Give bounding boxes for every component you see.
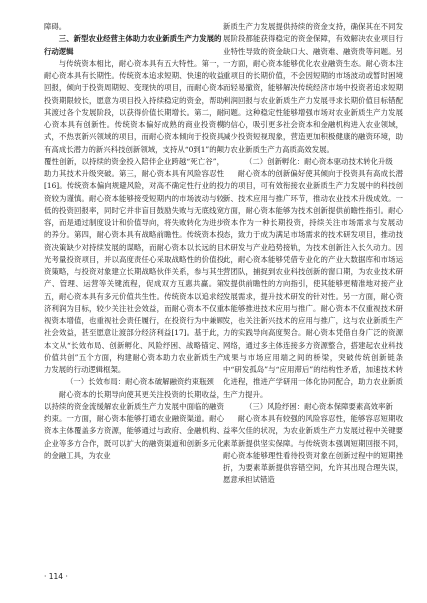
paragraph: 与传统资本相比，耐心资本具有五大特性。第一，耐心资本具有长期性。传统资本追求短期、快速的收益回报，倾向于投资周期短、变现快的项目，而耐心资本投资期限较长，愿意为项目投入持续稳定的资金，帮助其渡过各个发展阶段，以获得价值长期增长。第二，耐心资本具有创新性。传统资本偏好成熟的商业投资模式，不热衷新兴领域的项目，而耐心资本倾向于投资具有高成长潜力的新兴科技创新领域，支持从“0到1”的颠覆性创新，以持续的资金投入陪伴企业跨越“死亡谷”，助力其技术升级突破。第三，耐心资本具有风险容忍性[16]。传统资本偏向规避风险，对高不确定性行业的投资较为谨慎。耐心资本能够接受短期内的市场波动与较低的投资回报率，同时它并非盲目鼓励失败与无底线宽容，而是通过制度设计和价值导向，将失败转化为进步的养分。第四，耐心资本具有战略前瞻性。传统资本投资决策缺少对持续发展的谋略，而耐心资本以长远的目光考量投资项目，并以高度责任心采取战略性的价值投资策略，与投资对象建立长期战略伙伴关系，参与其生产、管理、运营等关键流程，促成双方互惠共赢。第五，耐心资本具有多元价值共生性。传统资本以追求经济利润为目标，较少关注社会效益，而耐心资本不仅重视资本增值，也重视社会责任履行，在投资行为中兼顾社会效益，甚至愿意让渡部分经济利益[17]。基于此，本文从“长效布局、创新孵化、风险纾困、战略锚定、价值共创”五个方面，构建耐心资本助力农业新质生产力发展的行动逻辑框架。 xyxy=(44,58,224,374)
page-number: · 114 · xyxy=(44,572,68,581)
left-column xyxy=(44,21,224,462)
paragraph: 障碍。 xyxy=(44,22,67,31)
paragraph: 耐心资本的长期导向使其更关注投资的长期收益，以持续的资金流缓解农业新质生产力发展中面临的融资约束。一方面，耐心资本能够打通农业融资渠道。耐心资本主体覆盖多方资源，能够通过与政府、金融机构、企业等多方合作，既可以扩大的融资渠道和创新多元化的金融工具，为农业 xyxy=(44,389,224,460)
subsection-heading: （二）创新孵化：耐心资本驱动技术转化升级 xyxy=(245,156,393,166)
paragraph: 耐心资本具有较强的风险容忍性，能够容忍短期收益率欠佳的状况，为农业新质生产力发展过程中关键要素革新提供坚实保障。与传统资本强调短期回报不同，耐心资本能够理性看待投资对象在创新过程中的短期挫折，为要素革新提供容错空间，允许其出现合理失误，愿意承担试错造 xyxy=(223,414,403,485)
section-heading: 三、新型农业经营主体助力农业新质生产力发展的行动逻辑 xyxy=(44,34,222,56)
paragraph: 新质生产力发展提供持续的资金支持，确保其在不同发展阶段都能获得稳定的资金保障，有效解决农业项目行业特性导致的资金缺口大、融资难、融资贵等问题。另一方面，耐心资本能够优化农业融资生态。耐心资本注重项目的长期价值，不会因短期的市场波动或暂时困境而轻易撤资，能够解决传统经济市场中投资者追求短期利润回报与农业新质生产力发展寻求长期价值目标错配问题。这种稳定性能够增强市场对农业新质生产力发展的信心，吸引更多社会资本和金融机构进入农业领域，减少投资短视现象，营造更加积极健康的融资环境，助力农业新质生产力高质高效发展。 xyxy=(223,22,403,154)
subsection-heading: （三）风险纾困：耐心资本保障要素高效率新 xyxy=(245,401,393,411)
right-column xyxy=(223,21,403,487)
paragraph: 耐心资本的创新偏好使其倾向于投资具有高成长潜力的项目，可有效衔接农业新质生产力发展中的科技创新、技术应用与推广环节，推动农业技术升级成效。一方面，耐心资本能够为技术创新提供前瞻性指引。耐心资本作为一种长期投资，持续关注市场需求与发展动态，致力于成为满足市场需求的技术研发项目，推动技术研发与产业趋势接轨，为技术创新注入长久动力。因此，耐心资本能够凭借专业化的产业大数据库和市场运营团队，捕捉到农业科技创新的窗口期，为农业技术研发提供前瞻性的方向指引，使其能够更精准地对接产业发展需求，提升技术研发的针对性。另一方面，耐心资本能够推进技术应用与推广。耐心资本不仅重视技术研发，也关注新兴技术的应用与推广，这与农业新质生产力的实践导向高度契合。耐心资本凭借自身广泛的资源网络，通过多主体连接多方资源整合，搭建起农业科技成果与市场应用端之间的桥梁，突破传统创新链条中“研发孤岛”与“应用滞后”的结构性矛盾，加速技术转化进程，推进产学研用一体化协同配合，助力农业新质生产力提升。 xyxy=(223,169,403,399)
subsection-heading: （一）长效布局：耐心资本破解融资约束瓶颈 xyxy=(66,377,214,387)
